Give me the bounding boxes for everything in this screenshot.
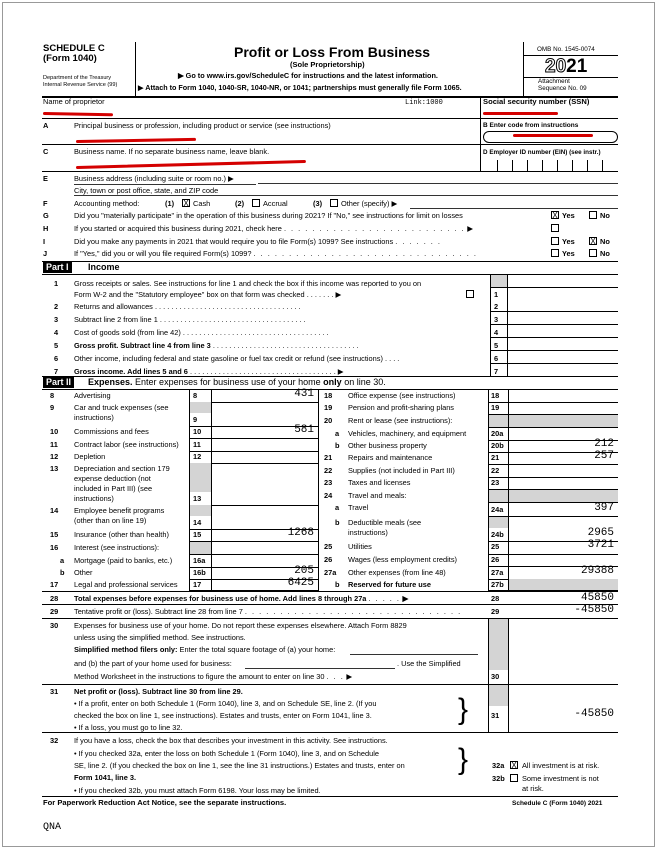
- line30-box: 30: [491, 672, 500, 681]
- f3-label: (3): [313, 199, 323, 208]
- expense-line-text: Interest (see instructions):: [74, 543, 160, 552]
- expense-line-number: 26: [324, 555, 333, 564]
- dept-line2: Internal Revenue Service (99): [43, 82, 118, 88]
- expense-rule: [189, 554, 318, 555]
- expense-line-text4: instructions): [74, 494, 114, 503]
- expense-line-text2: instructions): [348, 528, 388, 537]
- expense-shade: [190, 505, 211, 516]
- line30-number: 30: [50, 621, 59, 630]
- schedule-label: SCHEDULE C: [43, 43, 105, 54]
- line30-text-b: unless using the simplified method. See instructions.: [74, 633, 246, 642]
- expense-line-number: 16: [50, 543, 59, 552]
- expense-box-label: 17: [193, 580, 202, 589]
- part1-line-text: Gross receipts or sales. See instructions for line 1 and check the box if this income was reported to you on: [74, 279, 422, 288]
- expense-line-text: Advertising: [74, 391, 111, 400]
- part1-line-number: 5: [54, 341, 59, 350]
- line31-number: 31: [50, 687, 59, 696]
- expense-rule: [189, 451, 318, 452]
- expense-line-text: Repairs and maintenance: [348, 453, 433, 462]
- expense-line-text: Pension and profit-sharing plans: [348, 403, 454, 412]
- part2-label: Part II: [43, 377, 74, 388]
- expense-line-text2: expense deduction (not: [74, 474, 151, 483]
- line32a-text: All investment is at risk.: [522, 761, 600, 770]
- part1-line-number: 3: [54, 315, 59, 324]
- goto-instructions: ▶ Go to www.irs.gov/ScheduleC for instructions and the latest information.: [178, 71, 438, 80]
- line-G-label: G: [43, 211, 49, 220]
- part1-line-number: 4: [54, 328, 59, 337]
- expense-line-number: a: [335, 429, 340, 438]
- part1-line-text: Subtract line 2 from line 1 . . . . . . . . . . . . . . . . . . . . . . . . . . . . . . . . . . . .: [74, 315, 306, 324]
- expense-line-text: Office expense (see instructions): [348, 391, 456, 400]
- expense-line-text: Commissions and fees: [74, 427, 149, 436]
- expense-line-number: 24: [324, 491, 333, 500]
- line32b-checkbox[interactable]: [510, 774, 518, 782]
- expense-line-text: Contract labor (see instructions): [74, 440, 179, 449]
- expense-box-label: 12: [193, 452, 202, 461]
- expense-box-label: 20b: [491, 441, 504, 450]
- other-method-label: Other (specify) ▶: [341, 199, 398, 208]
- expense-box-label: 24a: [491, 505, 504, 514]
- line32a-label: 32a: [492, 761, 505, 770]
- line32b-label: 32b: [492, 774, 505, 783]
- line-D-text: D Employer ID number (EIN) (see instr.): [483, 149, 601, 156]
- part1-title: Income: [88, 262, 120, 272]
- line-E-text: Business address (including suite or room no.) ▶: [74, 174, 234, 183]
- part2-title: Expenses. Enter expenses for business use of your home only on line 30.: [88, 377, 386, 387]
- j-yes-label: Yes: [562, 249, 575, 258]
- line31-amount: -45850: [574, 708, 614, 720]
- part1-label: Part I: [43, 262, 72, 273]
- line30-text-e: Method Worksheet in the instructions to figure the amount to enter on line 30 . . . ▶: [74, 672, 353, 681]
- i-yes-label: Yes: [562, 237, 575, 246]
- expense-line-text: Supplies (not included in Part III): [348, 466, 455, 475]
- expense-line-text: Deductible meals (see: [348, 518, 422, 527]
- part1-line-rule: [490, 337, 618, 338]
- line32-title: If you have a loss, check the box that describes your investment in this activity. See instructions.: [74, 736, 388, 745]
- expense-line-number: 12: [50, 452, 59, 461]
- g-no-label: No: [600, 211, 610, 220]
- line32a-checkbox[interactable]: X: [511, 761, 517, 770]
- line-A-label: A: [43, 121, 49, 130]
- expense-line-number: 9: [50, 403, 55, 412]
- expense-line-number: b: [335, 441, 340, 450]
- other-method-checkbox[interactable]: [330, 199, 338, 207]
- line29-box: 29: [491, 607, 500, 616]
- expense-line-number: 10: [50, 427, 59, 436]
- part1-line-rule: [490, 324, 618, 325]
- expense-amount[interactable]: 257: [594, 450, 614, 462]
- cash-label: Cash: [193, 199, 211, 208]
- expense-line-number: a: [335, 503, 340, 512]
- part1-line-box: 2: [494, 302, 499, 311]
- expense-line-text: Other expenses (from line 48): [348, 568, 446, 577]
- line31-title: Net profit or (loss). Subtract line 30 from line 29.: [74, 687, 243, 696]
- expense-box-label: 14: [193, 518, 202, 527]
- f1-label: (1): [165, 199, 175, 208]
- line-A-text: Principal business or profession, including product or service (see instructions): [74, 121, 331, 130]
- expense-line-number: 22: [324, 466, 333, 475]
- expense-line-text: Mortgage (paid to banks, etc.): [74, 556, 173, 565]
- i-no-label: No: [600, 237, 610, 246]
- expense-box-label: 24b: [491, 530, 504, 539]
- dept-line1: Department of the Treasury: [43, 75, 112, 81]
- expense-line-text2: instructions): [74, 413, 114, 422]
- line31-box: 31: [491, 711, 500, 720]
- part1-line-box: 5: [494, 341, 499, 350]
- line31-text-c: • If a loss, you must go to line 32.: [74, 723, 183, 732]
- line-H-text: If you started or acquired this business during 2021, check here . . . . . . . . . . . . . . . . . . . . . . . . . . ▶: [74, 224, 473, 233]
- year-outline: 20: [545, 56, 567, 77]
- line30-text-d: and (b) the part of your home used for business:: [74, 659, 232, 668]
- line-C-text: Business name. If no separate business name, leave blank.: [74, 147, 270, 156]
- expense-line-number: 27a: [324, 568, 337, 577]
- part1-line-text: Gross income. Add lines 5 and 6 . . . . . . . . . . . . . . . . . . . . . . . . . . . . . . . . . . . . ▶: [74, 367, 344, 376]
- expense-line-text: Other business property: [348, 441, 427, 450]
- link-tag: Link:1000: [405, 99, 443, 107]
- line-B-text: B Enter code from instructions: [483, 122, 579, 129]
- expense-box-label: 27a: [491, 568, 504, 577]
- redaction-ssn: [483, 112, 558, 115]
- expense-shade: [190, 402, 211, 413]
- i-no-checkbox[interactable]: X: [590, 237, 596, 246]
- expense-line-text: Depreciation and section 179: [74, 464, 170, 473]
- line30-text-a: Expenses for business use of your home. Do not report these expenses elsewhere. Attach Form 8829: [74, 621, 407, 630]
- statutory-employee-checkbox[interactable]: [466, 290, 474, 298]
- line-J-text: If "Yes," did you or will you file required Form(s) 1099? . . . . . . . . . . . . . . . . . . . . . . . . . . . . . . . .: [74, 249, 478, 258]
- redaction-code: [513, 134, 593, 137]
- g-yes-checkbox[interactable]: X: [552, 211, 558, 220]
- part1-line-number: 2: [54, 302, 59, 311]
- expense-line-number: 13: [50, 464, 59, 473]
- expense-line-text: Utilities: [348, 542, 372, 551]
- line32b-text2: at risk.: [522, 784, 544, 793]
- form-footer-id: Schedule C (Form 1040) 2021: [512, 800, 603, 807]
- expense-box-label: 22: [491, 466, 500, 475]
- qna-label: QNA: [43, 822, 62, 833]
- line29-text: Tentative profit or (loss). Subtract line 28 from line 7 . . . . . . . . . . . . . . . . . . . . . . . . . . . . . . .: [74, 607, 462, 616]
- expense-box-label: 18: [491, 391, 500, 400]
- expense-line-number: 15: [50, 530, 59, 539]
- line-F-label: F: [43, 199, 48, 208]
- expense-shade: [190, 463, 211, 492]
- expense-line-number: 23: [324, 478, 333, 487]
- omb-number: OMB No. 1545-0074: [537, 46, 595, 53]
- expense-line-number: 17: [50, 580, 59, 589]
- j-yes-checkbox[interactable]: [551, 249, 559, 257]
- j-no-checkbox[interactable]: [589, 249, 597, 257]
- line29-amount: -45850: [574, 604, 614, 616]
- line-C-label: C: [43, 147, 49, 156]
- line28-number: 28: [50, 594, 59, 603]
- expense-line-text: Depletion: [74, 452, 106, 461]
- paperwork-notice: For Paperwork Reduction Act Notice, see the separate instructions.: [43, 798, 287, 807]
- attach-instructions: ▶ Attach to Form 1040, 1040-SR, 1040-NR, or 1041; partnerships must generally file Form 1065.: [138, 83, 462, 92]
- attachment-label: Attachment: [538, 78, 570, 85]
- expense-box-label: 9: [193, 415, 198, 424]
- part1-line-text: Returns and allowances . . . . . . . . . . . . . . . . . . . . . . . . . . . . . . . . . . . .: [74, 302, 301, 311]
- sequence-number: Sequence No. 09: [538, 85, 587, 92]
- expense-box-label: 27b: [491, 580, 504, 589]
- tax-year: [545, 57, 587, 77]
- line28-amount: 45850: [580, 592, 614, 604]
- expense-line-number: 8: [50, 391, 55, 400]
- g-yes-label: Yes: [562, 211, 575, 220]
- line32-text-b: SE, line 2. (If you checked the box on line 1, see the line 31 instructions.) Estates and trusts, enter on: [74, 761, 405, 770]
- expense-line-text: Insurance (other than health): [74, 530, 169, 539]
- part1-line-box: 7: [494, 367, 499, 376]
- expense-amount[interactable]: 581: [294, 424, 314, 436]
- part1-line-number: 6: [54, 354, 59, 363]
- part1-line-box: 1: [494, 290, 499, 299]
- part1-line-text: Gross profit. Subtract line 4 from line 3 . . . . . . . . . . . . . . . . . . . . . . . . . . . . . . . . . . . .: [74, 341, 359, 350]
- accrual-checkbox[interactable]: [252, 199, 260, 207]
- line-J-label: J: [43, 249, 48, 258]
- expense-line-text: Reserved for future use: [348, 580, 431, 589]
- expense-box-label: 20a: [491, 429, 504, 438]
- line30-text-c: Simplified method filers only: Enter the total square footage of (a) your home:: [74, 645, 336, 654]
- year-bold: 21: [566, 56, 588, 77]
- line31-text-a: • If a profit, enter on both Schedule 1 (Form 1040), line 3, and on Schedule SE, line 2. (If you: [74, 699, 377, 708]
- part1-line-rule: [490, 350, 618, 351]
- expense-line-number: b: [60, 568, 65, 577]
- expense-box-label: 13: [193, 494, 202, 503]
- line30-text-d2: . Use the Simplified: [397, 659, 461, 668]
- expense-line-number: b: [335, 518, 340, 527]
- line-E-label: E: [43, 174, 48, 183]
- expense-amount[interactable]: 212: [594, 438, 614, 450]
- cash-checkbox[interactable]: X: [183, 199, 189, 208]
- expense-line-number: 21: [324, 453, 333, 462]
- expense-line-number: 20: [324, 416, 333, 425]
- expense-line-text3: included in Part III) (see: [74, 484, 153, 493]
- expense-line-text: Wages (less employment credits): [348, 555, 457, 564]
- expense-line-number: 18: [324, 391, 333, 400]
- line-I-text: Did you make any payments in 2021 that would require you to file Form(s) 1099? See instructions . . . . . . .: [74, 237, 442, 246]
- business-code-field[interactable]: [483, 131, 618, 143]
- accrual-label: Accrual: [263, 199, 288, 208]
- expense-line-text: Vehicles, machinery, and equipment: [348, 429, 467, 438]
- expense-box-label: 25: [491, 542, 500, 551]
- expense-line-number: b: [335, 580, 340, 589]
- expense-box-label: 16a: [193, 556, 206, 565]
- form-label: (Form 1040): [43, 53, 97, 64]
- line31-brace: }: [458, 693, 469, 726]
- i-yes-checkbox[interactable]: [551, 237, 559, 245]
- line-H-label: H: [43, 224, 49, 233]
- line31-text-b: checked the box on line 1, see instructions). Estates and trusts, enter on Form 1041, line 3.: [74, 711, 372, 720]
- expense-amount[interactable]: 1268: [287, 527, 314, 539]
- expense-box-label: 19: [491, 403, 500, 412]
- h-checkbox[interactable]: [551, 224, 559, 232]
- expense-shade: [509, 579, 618, 590]
- expense-line-number: a: [60, 556, 65, 565]
- expense-amount[interactable]: 3721: [587, 539, 614, 551]
- expense-line-text: Taxes and licenses: [348, 478, 411, 487]
- part1-line-rule: [490, 311, 618, 312]
- line-F-text: Accounting method:: [74, 199, 140, 208]
- part1-line-number: 1: [54, 279, 59, 288]
- expense-amount[interactable]: 431: [294, 388, 314, 400]
- expense-amount[interactable]: 205: [294, 565, 314, 577]
- expense-amount[interactable]: 29388: [580, 565, 614, 577]
- expense-line-text2: (other than on line 19): [74, 516, 147, 525]
- expense-amount[interactable]: 397: [594, 502, 614, 514]
- g-no-checkbox[interactable]: [589, 211, 597, 219]
- expense-box-label: 15: [193, 530, 202, 539]
- expense-box-label: 21: [491, 453, 500, 462]
- part1-line-box: 6: [494, 354, 499, 363]
- ssn-label: Social security number (SSN): [483, 97, 590, 106]
- part1-line-number: 7: [54, 367, 59, 376]
- expense-box-label: 26: [491, 555, 500, 564]
- expense-box-label: 8: [193, 391, 198, 400]
- line-E2-text: City, town or post office, state, and ZIP code: [74, 186, 219, 195]
- line32-number: 32: [50, 736, 59, 745]
- expense-line-text: Rent or lease (see instructions):: [348, 416, 453, 425]
- line32-brace: }: [458, 743, 469, 776]
- form-title: Profit or Loss From Business: [234, 44, 431, 60]
- line32-text-d: • If you checked 32b, you must attach Form 6198. Your loss may be limited.: [74, 786, 321, 795]
- expense-line-number: 11: [50, 440, 58, 449]
- expense-rule: [189, 438, 318, 439]
- part1-line-text: Cost of goods sold (from line 42) . . . . . . . . . . . . . . . . . . . . . . . . . . . . . . . . . . . .: [74, 328, 329, 337]
- line29-number: 29: [50, 607, 59, 616]
- expense-box-label: 23: [491, 478, 500, 487]
- expense-line-text: Legal and professional services: [74, 580, 178, 589]
- expense-line-text: Other: [74, 568, 93, 577]
- expense-amount[interactable]: 6425: [287, 577, 314, 589]
- part1-shade: [491, 275, 507, 287]
- line-G-text: Did you "materially participate" in the operation of this business during 2021? If "No," see instructions for limit on losses: [74, 211, 463, 220]
- expense-box-label: 16b: [193, 568, 206, 577]
- expense-line-text: Travel: [348, 503, 369, 512]
- expense-line-text: Travel and meals:: [348, 491, 407, 500]
- part1-line-text2: Form W-2 and the "Statutory employee" box on that form was checked . . . . . . . ▶: [74, 290, 342, 299]
- part1-line-rule: [490, 287, 618, 288]
- line28-text: Total expenses before expenses for business use of home. Add lines 8 through 27a . . . . . ▶: [74, 594, 409, 603]
- expense-line-text: Employee benefit programs: [74, 506, 165, 515]
- line28-box: 28: [491, 594, 500, 603]
- expense-shade: [489, 517, 508, 528]
- expense-line-number: 14: [50, 506, 59, 515]
- expense-box-label: 11: [193, 440, 201, 449]
- f2-label: (2): [235, 199, 245, 208]
- form-subtitle: (Sole Proprietorship): [290, 60, 365, 69]
- part1-line-rule: [490, 363, 618, 364]
- proprietor-label: Name of proprietor: [43, 97, 105, 106]
- expense-line-number: 25: [324, 542, 333, 551]
- part1-line-box: 4: [494, 328, 499, 337]
- part1-line-box: 3: [494, 315, 499, 324]
- expense-box-label: 10: [193, 427, 202, 436]
- line32b-text: Some investment is not: [522, 774, 599, 783]
- expense-amount[interactable]: 2965: [587, 527, 614, 539]
- expense-line-text: Car and truck expenses (see: [74, 403, 169, 412]
- line-I-label: I: [43, 237, 46, 246]
- line32-text-c: Form 1041, line 3.: [74, 773, 137, 782]
- part1-line-text: Other income, including federal and state gasoline or fuel tax credit or refund (see instructions) . . . .: [74, 354, 400, 363]
- expense-shade: [190, 542, 211, 554]
- line32-text-a: • If you checked 32a, enter the loss on both Schedule 1 (Form 1040), line 3, and on Schedule: [74, 749, 379, 758]
- ein-boxes[interactable]: [482, 160, 618, 171]
- expense-line-number: 19: [324, 403, 333, 412]
- j-no-label: No: [600, 249, 610, 258]
